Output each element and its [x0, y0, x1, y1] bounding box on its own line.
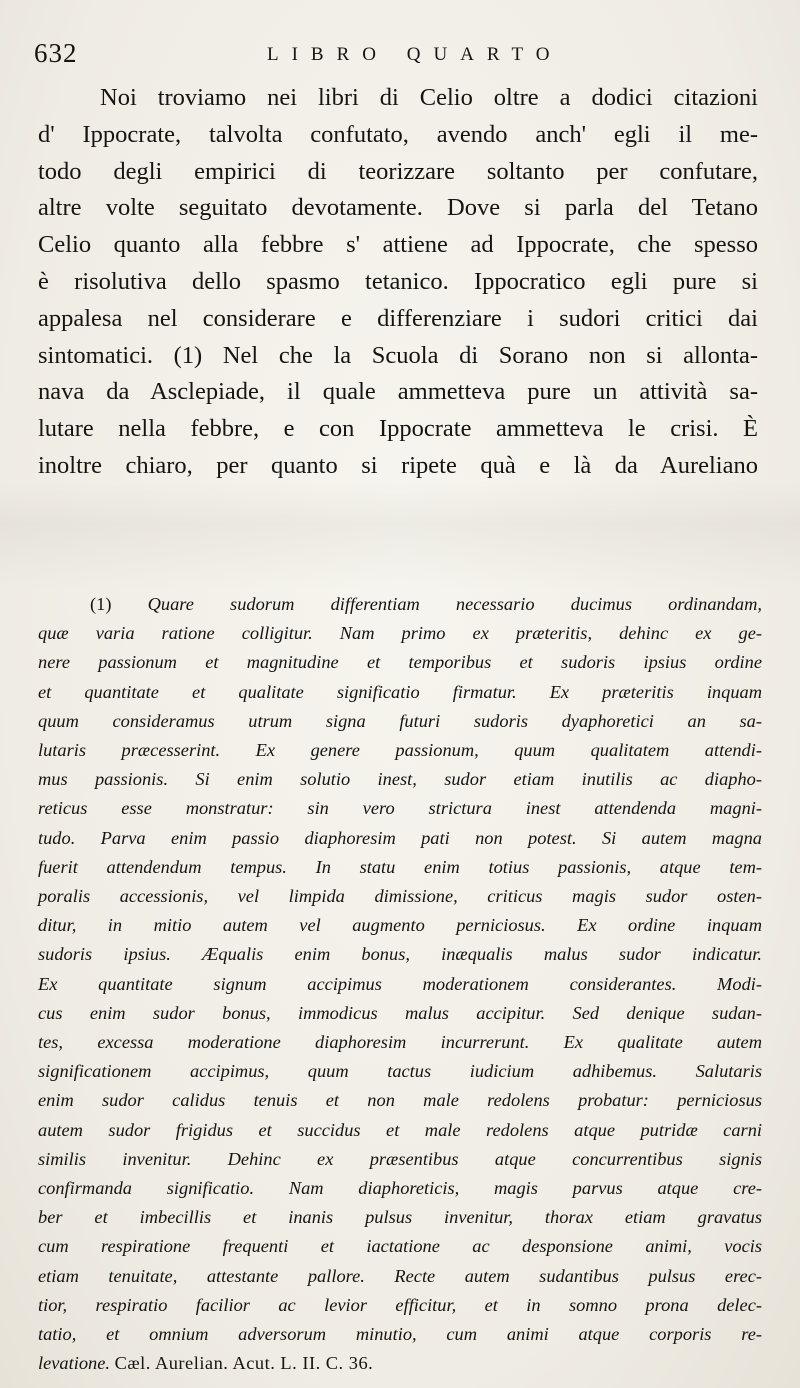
footnote-line: cum respiratione frequenti et iactatione ac desponsione animi, vocis [38, 1236, 762, 1257]
footnote-line: confirmanda significatio. Nam diaphoreticis, magis parvus atque cre- [38, 1178, 762, 1199]
footnote-line: tatio, et omnium adversorum minutio, cum animi atque corporis re- [38, 1324, 762, 1345]
body-line: inoltre chiaro, per quanto si ripete quà e là da Aureliano [38, 451, 758, 479]
body-line: appalesa nel considerare e differenziare i sudori critici dai [38, 304, 758, 332]
footnote-line: similis invenitur. Dehinc ex præsentibus atque concurrentibus signis [38, 1148, 762, 1169]
footnote-line: cus enim sudor bonus, immodicus malus accipitur. Sed denique sudan- [38, 1002, 762, 1023]
footnote-line: tudo. Parva enim passio diaphoresim pati non potest. Si autem magna [38, 827, 762, 848]
footnote-line: significationem accipimus, quum tactus iudicium adhibemus. Salutaris [38, 1061, 762, 1082]
footnote-citation: Cæl. Aurelian. Acut. L. II. C. 36. [114, 1353, 374, 1374]
body-line: lutare nella febbre, e con Ippocrate ammetteva le crisi. È [38, 415, 758, 443]
footnote-line: ditur, in mitio autem vel augmento perniciosus. Ex ordine inquam [38, 915, 762, 936]
footnote-line: nere passionum et magnitudine et temporibus et sudoris ipsius ordine [38, 652, 762, 673]
body-line: altre volte seguitato devotamente. Dove si parla del Tetano [38, 194, 758, 222]
body-line: sintomatici. (1) Nel che la Scuola di Sorano non si allonta- [38, 341, 758, 369]
footnote-line-text: levatione. [38, 1353, 111, 1374]
footnote-line: tes, excessa moderatione diaphoresim incurrerunt. Ex qualitate autem [38, 1032, 762, 1053]
footnote-line: ber et imbecillis et inanis pulsus invenitur, thorax etiam gravatus [38, 1207, 762, 1228]
body-line: Celio quanto alla febbre s' attiene ad Ippocrate, che spesso [38, 231, 758, 259]
footnote-line: Ex quantitate signum accipimus moderationem considerantes. Modi- [38, 973, 762, 994]
main-text [38, 80, 758, 485]
footnote-line: mus passionis. Si enim solutio inest, sudor etiam inutilis ac diapho- [38, 769, 762, 790]
running-head: LIBRO QUARTO [267, 44, 563, 65]
footnote-line: sudoris ipsius. Æqualis enim bonus, inæqualis malus sudor indicatur. [38, 944, 762, 965]
page-number: 632 [34, 38, 78, 68]
footnote-line: tior, respiratio facilior ac levior efficitur, et in somno prona delec- [38, 1294, 762, 1315]
footnote-line: fuerit attendendum tempus. In statu enim totius passionis, atque tem- [38, 856, 762, 877]
footnote-marker: (1) [90, 594, 112, 614]
body-line: todo degli empirici di teorizzare soltanto per confutare, [38, 157, 758, 185]
body-line: Noi troviamo nei libri di Celio oltre a dodici citazioni [100, 84, 758, 111]
page-header [34, 38, 764, 74]
footnote-line: etiam tenuitate, attestante pallore. Recte autem sudantibus pulsus erec- [38, 1265, 762, 1286]
show-through-shading [0, 480, 800, 590]
body-line: nava da Asclepiade, il quale ammetteva pure un attività sa- [38, 378, 758, 406]
footnote-line: enim sudor calidus tenuis et non male redolens probatur: perniciosus [38, 1090, 762, 1111]
footnote-first-line [38, 590, 762, 619]
footnote-line: quæ varia ratione colligitur. Nam primo ex præteritis, dehinc ex ge- [38, 623, 762, 644]
body-line: è risolutiva dello spasmo tetanico. Ippocratico egli pure si [38, 267, 758, 295]
footnote-line-text: Quare sudorum differentiam necessario ducimus ordinandam, [147, 594, 762, 614]
body-line: d' Ippocrate, talvolta confutato, avendo anch' egli il me- [38, 120, 758, 148]
footnote-line: reticus esse monstratur: sin vero strictura inest attendenda magni- [38, 798, 762, 819]
footnote-line: poralis accessionis, vel limpida dimissione, criticus magis sudor osten- [38, 886, 762, 907]
footnote-line: lutaris præcesserint. Ex genere passionum, quum qualitatem attendi- [38, 740, 762, 761]
footnote-last-line [38, 1349, 762, 1378]
footnote [38, 590, 762, 1378]
footnote-line: quum consideramus utrum signa futuri sudoris dyaphoretici an sa- [38, 710, 762, 731]
footnote-line: et quantitate et qualitate significatio firmatur. Ex præteritis inquam [38, 681, 762, 702]
footnote-line: autem sudor frigidus et succidus et male redolens atque putridæ carni [38, 1119, 762, 1140]
